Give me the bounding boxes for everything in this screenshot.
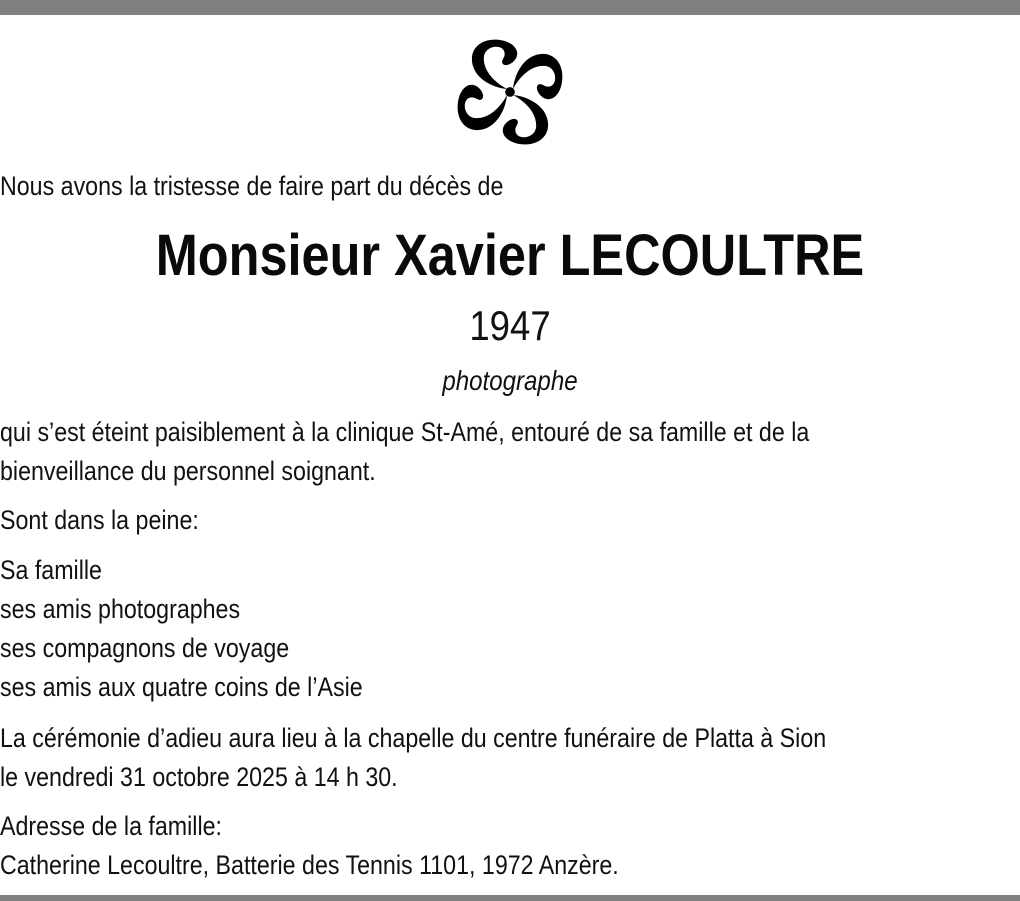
- bottom-divider: [0, 895, 1020, 901]
- lauburu-cross-icon: [452, 34, 568, 150]
- deceased-name: Monsieur Xavier LECOULTRE: [155, 223, 865, 288]
- family-address-label: Adresse de la famille:: [0, 811, 222, 841]
- mourners-heading: Sont dans la peine:: [0, 505, 199, 535]
- circumstances-line-2: bienveillance du personnel soignant.: [0, 456, 376, 486]
- birth-year: 1947: [469, 302, 551, 349]
- profession: photographe: [442, 365, 578, 396]
- mourner-item: ses compagnons de voyage: [0, 633, 290, 663]
- mourner-item: ses amis aux quatre coins de l’Asie: [0, 672, 363, 702]
- top-divider: [0, 0, 1020, 15]
- ceremony-line-2: le vendredi 31 octobre 2025 à 14 h 30.: [0, 762, 398, 792]
- circumstances-line-1: qui s’est éteint paisiblement à la clinique St-Amé, entouré de sa famille et de la: [0, 417, 810, 447]
- intro-text: Nous avons la tristesse de faire part du décès de: [0, 171, 504, 201]
- mourner-item: ses amis photographes: [0, 594, 241, 624]
- family-address: Catherine Lecoultre, Batterie des Tennis 1101, 1972 Anzère.: [0, 850, 619, 880]
- ceremony-line-1: La cérémonie d’adieu aura lieu à la chapelle du centre funéraire de Platta à Sion: [0, 723, 827, 753]
- mourner-item: Sa famille: [0, 555, 102, 585]
